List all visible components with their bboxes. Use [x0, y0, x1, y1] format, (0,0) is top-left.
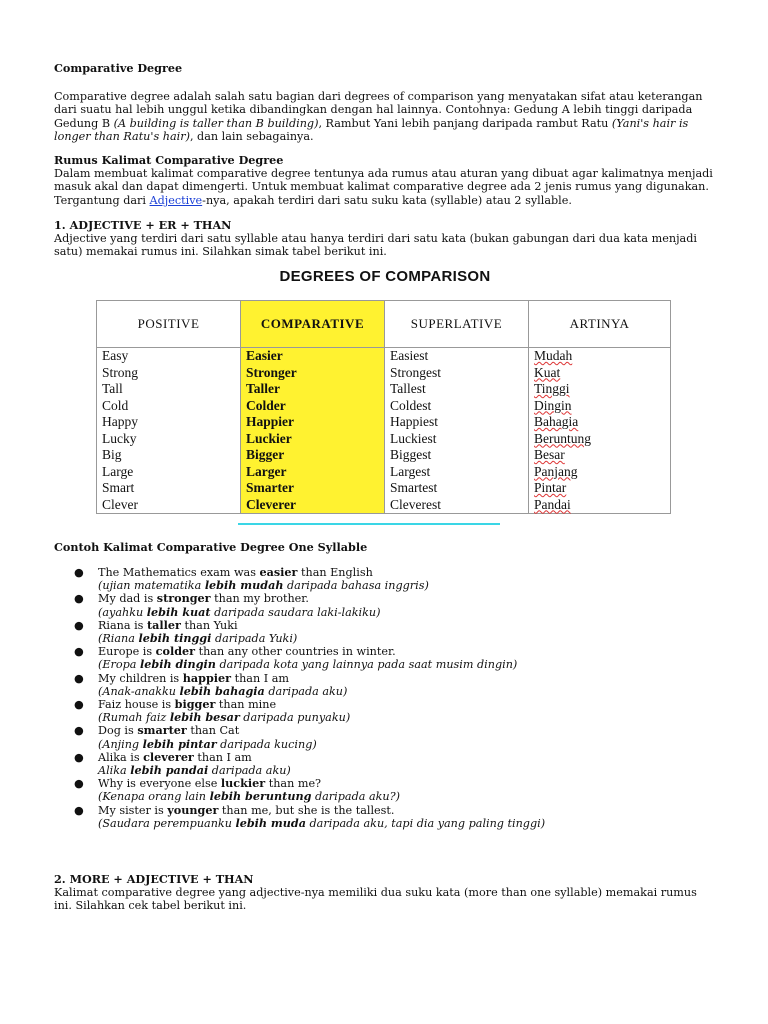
- translation-keyword: lebih pandai: [130, 763, 209, 778]
- translation-part: (Anjing: [98, 737, 143, 751]
- table-row: [97, 464, 671, 481]
- section1-heading: 1. ADJECTIVE + ER + THAN: [54, 218, 232, 232]
- comparative-cell: Bigger: [241, 447, 385, 464]
- translation-part: daripada saudara laki-lakiku): [210, 605, 381, 619]
- comparative-cell: Happier: [241, 414, 385, 431]
- bullet-icon: ●: [74, 566, 84, 579]
- translation-part: daripada bahasa inggris): [283, 579, 429, 593]
- example-sentence: [98, 698, 276, 711]
- translation-part: daripada kota yang lainnya pada saat musim dingin): [215, 658, 518, 672]
- comparative-cell: Colder: [241, 398, 385, 415]
- example-sentence: [98, 751, 252, 764]
- sentence-keyword: luckier: [220, 776, 266, 791]
- artinya-text: Panjang: [534, 463, 578, 479]
- superlative-cell: Easiest: [385, 348, 529, 365]
- example-sentence: [98, 777, 321, 790]
- artinya-cell: [529, 447, 671, 464]
- example-sentence: [98, 724, 239, 737]
- artinya-cell: [529, 497, 671, 514]
- artinya-cell: [529, 398, 671, 415]
- artinya-text: Dingin: [534, 397, 572, 413]
- header-positive: POSITIVE: [97, 301, 241, 348]
- sentence-keyword: taller: [146, 617, 181, 632]
- adjective-link[interactable]: Adjective: [149, 193, 203, 207]
- sentence-part: than Yuki: [180, 618, 238, 632]
- comparative-cell: Smarter: [241, 480, 385, 497]
- sentence-keyword: cleverer: [143, 749, 194, 764]
- table-title: DEGREES OF COMPARISON: [279, 268, 491, 285]
- bullet-icon: ●: [74, 645, 84, 659]
- sentence-keyword: happier: [182, 670, 232, 685]
- table-row: [97, 431, 671, 448]
- rumus-paragraph: [54, 167, 714, 207]
- rumus-heading: Rumus Kalimat Comparative Degree: [54, 153, 284, 167]
- translation-part: (Kenapa orang lain: [98, 790, 210, 804]
- artinya-cell: [529, 431, 671, 448]
- bullet-icon: ●: [74, 724, 84, 738]
- bullet-icon: ●: [74, 750, 84, 764]
- superlative-cell: Biggest: [385, 447, 529, 464]
- sentence-part: My dad is: [98, 592, 157, 606]
- example-sentence: [98, 804, 394, 817]
- translation-keyword: lebih mudah: [204, 578, 284, 593]
- list-item: [74, 645, 545, 671]
- example-translation: [98, 817, 545, 830]
- artinya-text: Kuat: [534, 364, 561, 380]
- intro-paragraph: [54, 90, 714, 144]
- sentence-part: Riana is: [98, 618, 147, 632]
- superlative-cell: Largest: [385, 464, 529, 481]
- translation-part: (Saudara perempuanku: [98, 816, 236, 830]
- artinya-cell: [529, 348, 671, 365]
- sentence-part: than Cat: [186, 724, 240, 738]
- intro-text-1: Comparative degree adalah salah satu bagian dari degrees of comparison yang menyatakan sifat atau keterangan dari suatu hal lebih unggul ketika dibandingkan dengan hal lainnya. Contohnya: Gedung A lebih tinggi daripada Gedung B: [54, 90, 703, 130]
- positive-cell: Happy: [97, 414, 241, 431]
- comparative-cell: Taller: [241, 381, 385, 398]
- table-row: [97, 414, 671, 431]
- sentence-keyword: younger: [167, 802, 219, 817]
- translation-keyword: lebih dingin: [140, 657, 216, 672]
- table-header-row: [97, 301, 671, 348]
- positive-cell: Lucky: [97, 431, 241, 448]
- bullet-icon: ●: [74, 592, 84, 606]
- translation-part: Alika: [98, 764, 131, 778]
- artinya-text: Tinggi: [534, 381, 570, 396]
- sentence-part: than I am: [231, 671, 289, 685]
- bullet-icon: ●: [74, 618, 84, 632]
- comparative-cell: Cleverer: [241, 497, 385, 514]
- sentence-part: than mine: [215, 698, 277, 712]
- sentence-part: than any other countries in winter.: [195, 645, 396, 659]
- table-row: [97, 365, 671, 382]
- translation-keyword: lebih besar: [169, 710, 240, 725]
- sentence-part: than my brother.: [210, 592, 309, 606]
- example-sentence: [98, 619, 238, 632]
- artinya-cell: [529, 464, 671, 481]
- list-item: [74, 698, 545, 724]
- translation-part: (ujian matematika: [98, 579, 205, 593]
- header-comparative: COMPARATIVE: [241, 301, 385, 348]
- sentence-part: Dog is: [98, 724, 138, 738]
- sentence-part: Faiz house is: [98, 698, 175, 712]
- examples-list: [74, 566, 545, 830]
- intro-example-1: (A building is taller than B building): [113, 116, 319, 130]
- translation-keyword: lebih muda: [235, 815, 306, 830]
- example-translation: [98, 764, 545, 777]
- example-sentence: [98, 592, 309, 605]
- example-translation: [98, 790, 545, 803]
- sentence-part: than me?: [265, 777, 322, 791]
- sentence-part: My sister is: [98, 803, 168, 817]
- positive-cell: Smart: [97, 480, 241, 497]
- translation-part: daripada punyaku): [239, 711, 351, 725]
- translation-part: (Rumah faiz: [98, 711, 170, 725]
- artinya-cell: [529, 480, 671, 497]
- artinya-cell: [529, 414, 671, 431]
- artinya-cell: [529, 365, 671, 382]
- superlative-cell: Cleverest: [385, 497, 529, 514]
- list-item: [74, 672, 545, 698]
- example-sentence: [98, 566, 373, 579]
- superlative-cell: Luckiest: [385, 431, 529, 448]
- translation-part: daripada aku?): [311, 790, 400, 804]
- positive-cell: Clever: [97, 497, 241, 514]
- artinya-cell: [529, 381, 671, 398]
- intro-example-2: (Yani's hair is longer than Ratu's hair): [54, 116, 689, 144]
- artinya-text: Pintar: [534, 480, 567, 495]
- translation-keyword: lebih kuat: [146, 604, 211, 619]
- comparative-cell: Stronger: [241, 365, 385, 382]
- translation-part: daripada kucing): [216, 737, 317, 751]
- comparative-cell: Luckier: [241, 431, 385, 448]
- section2-heading: 2. MORE + ADJECTIVE + THAN: [54, 872, 254, 886]
- table-row: [97, 381, 671, 398]
- rumus-text-1: Dalam membuat kalimat comparative degree tentunya ada rumus atau aturan yang dibuat agar kalimatnya menjadi masuk akal dan dapat dimengerti. Untuk membuat kalimat comparative degree ada 2 jenis rumus yang digunakan. Tergantung dari: [54, 167, 713, 207]
- intro-text-2: , Rambut Yani lebih panjang daripada rambut Ratu: [318, 116, 612, 130]
- sentence-part: Europe is: [98, 645, 156, 659]
- page-title: Comparative Degree: [54, 61, 183, 75]
- artinya-text: Beruntung: [534, 430, 591, 446]
- translation-part: (ayahku: [98, 605, 147, 619]
- sentence-keyword: stronger: [156, 591, 211, 606]
- highlight-underline: [238, 523, 500, 525]
- sentence-part: than me, but she is the tallest.: [218, 803, 395, 817]
- rumus-text-2: -nya, apakah terdiri dari satu suku kata (syllable) atau 2 syllable.: [202, 193, 572, 207]
- header-superlative: SUPERLATIVE: [385, 301, 529, 348]
- translation-part: (Riana: [98, 632, 139, 646]
- superlative-cell: Tallest: [385, 381, 529, 398]
- sentence-part: My children is: [98, 671, 183, 685]
- examples-heading: Contoh Kalimat Comparative Degree One Syllable: [54, 540, 368, 554]
- sentence-keyword: bigger: [174, 697, 216, 712]
- translation-part: daripada aku, tapi dia yang paling tinggi): [305, 816, 546, 830]
- artinya-text: Mudah: [534, 348, 573, 363]
- translation-keyword: lebih beruntung: [209, 789, 312, 804]
- list-item: [74, 566, 545, 592]
- superlative-cell: Happiest: [385, 414, 529, 431]
- positive-cell: Strong: [97, 365, 241, 382]
- translation-part: daripada aku): [264, 684, 348, 698]
- sentence-part: than I am: [193, 750, 252, 764]
- example-sentence: [98, 672, 289, 685]
- bullet-icon: ●: [74, 671, 84, 685]
- artinya-text: Pandai: [534, 496, 571, 512]
- degrees-table: [96, 300, 671, 514]
- sentence-keyword: easier: [259, 565, 298, 579]
- table-row: [97, 398, 671, 415]
- comparative-cell: Easier: [241, 348, 385, 365]
- list-item: [74, 751, 545, 777]
- header-artinya: ARTINYA: [529, 301, 671, 348]
- positive-cell: Large: [97, 464, 241, 481]
- list-item: [74, 777, 545, 803]
- positive-cell: Tall: [97, 381, 241, 398]
- table-row: [97, 348, 671, 365]
- section1-paragraph: Adjective yang terdiri dari satu syllable atau hanya terdiri dari satu kata (bukan gabungan dari dua kata menjadi satu) memakai rumus ini. Silahkan simak tabel berikut ini.: [54, 232, 697, 259]
- superlative-cell: Coldest: [385, 398, 529, 415]
- intro-text-3: , dan lain sebagainya.: [189, 130, 314, 144]
- translation-part: daripada aku): [208, 764, 291, 778]
- sentence-keyword: colder: [155, 644, 196, 659]
- superlative-cell: Strongest: [385, 365, 529, 382]
- bullet-icon: ●: [74, 803, 84, 817]
- sentence-keyword: smarter: [137, 723, 187, 738]
- list-item: [74, 592, 545, 618]
- sentence-part: than English: [297, 566, 373, 579]
- sentence-part: The Mathematics exam was: [98, 566, 260, 579]
- list-item: [74, 804, 545, 830]
- comparative-cell: Larger: [241, 464, 385, 481]
- sentence-part: Alika is: [98, 750, 144, 764]
- example-translation: [98, 685, 545, 698]
- positive-cell: Big: [97, 447, 241, 464]
- positive-cell: Cold: [97, 398, 241, 415]
- list-item: [74, 724, 545, 750]
- translation-keyword: lebih tinggi: [138, 631, 212, 646]
- example-translation: [98, 658, 545, 671]
- translation-keyword: lebih pintar: [142, 736, 217, 751]
- translation-part: (Eropa: [98, 658, 141, 672]
- bullet-icon: ●: [74, 698, 84, 712]
- section2-paragraph: Kalimat comparative degree yang adjective-nya memiliki dua suku kata (more than one syllable) memakai rumus ini. Silahkan cek tabel berikut ini.: [54, 886, 697, 913]
- artinya-text: Bahagia: [534, 414, 579, 429]
- translation-keyword: lebih bahagia: [179, 683, 265, 698]
- artinya-text: Besar: [534, 447, 565, 462]
- positive-cell: Easy: [97, 348, 241, 365]
- translation-part: daripada Yuki): [211, 632, 298, 646]
- example-sentence: [98, 645, 396, 658]
- superlative-cell: Smartest: [385, 480, 529, 497]
- table-row: [97, 447, 671, 464]
- bullet-icon: ●: [74, 777, 84, 791]
- list-item: [74, 619, 545, 645]
- sentence-part: Why is everyone else: [98, 777, 221, 791]
- translation-part: (Anak-anakku: [98, 684, 180, 698]
- table-row: [97, 480, 671, 497]
- table-row: [97, 497, 671, 514]
